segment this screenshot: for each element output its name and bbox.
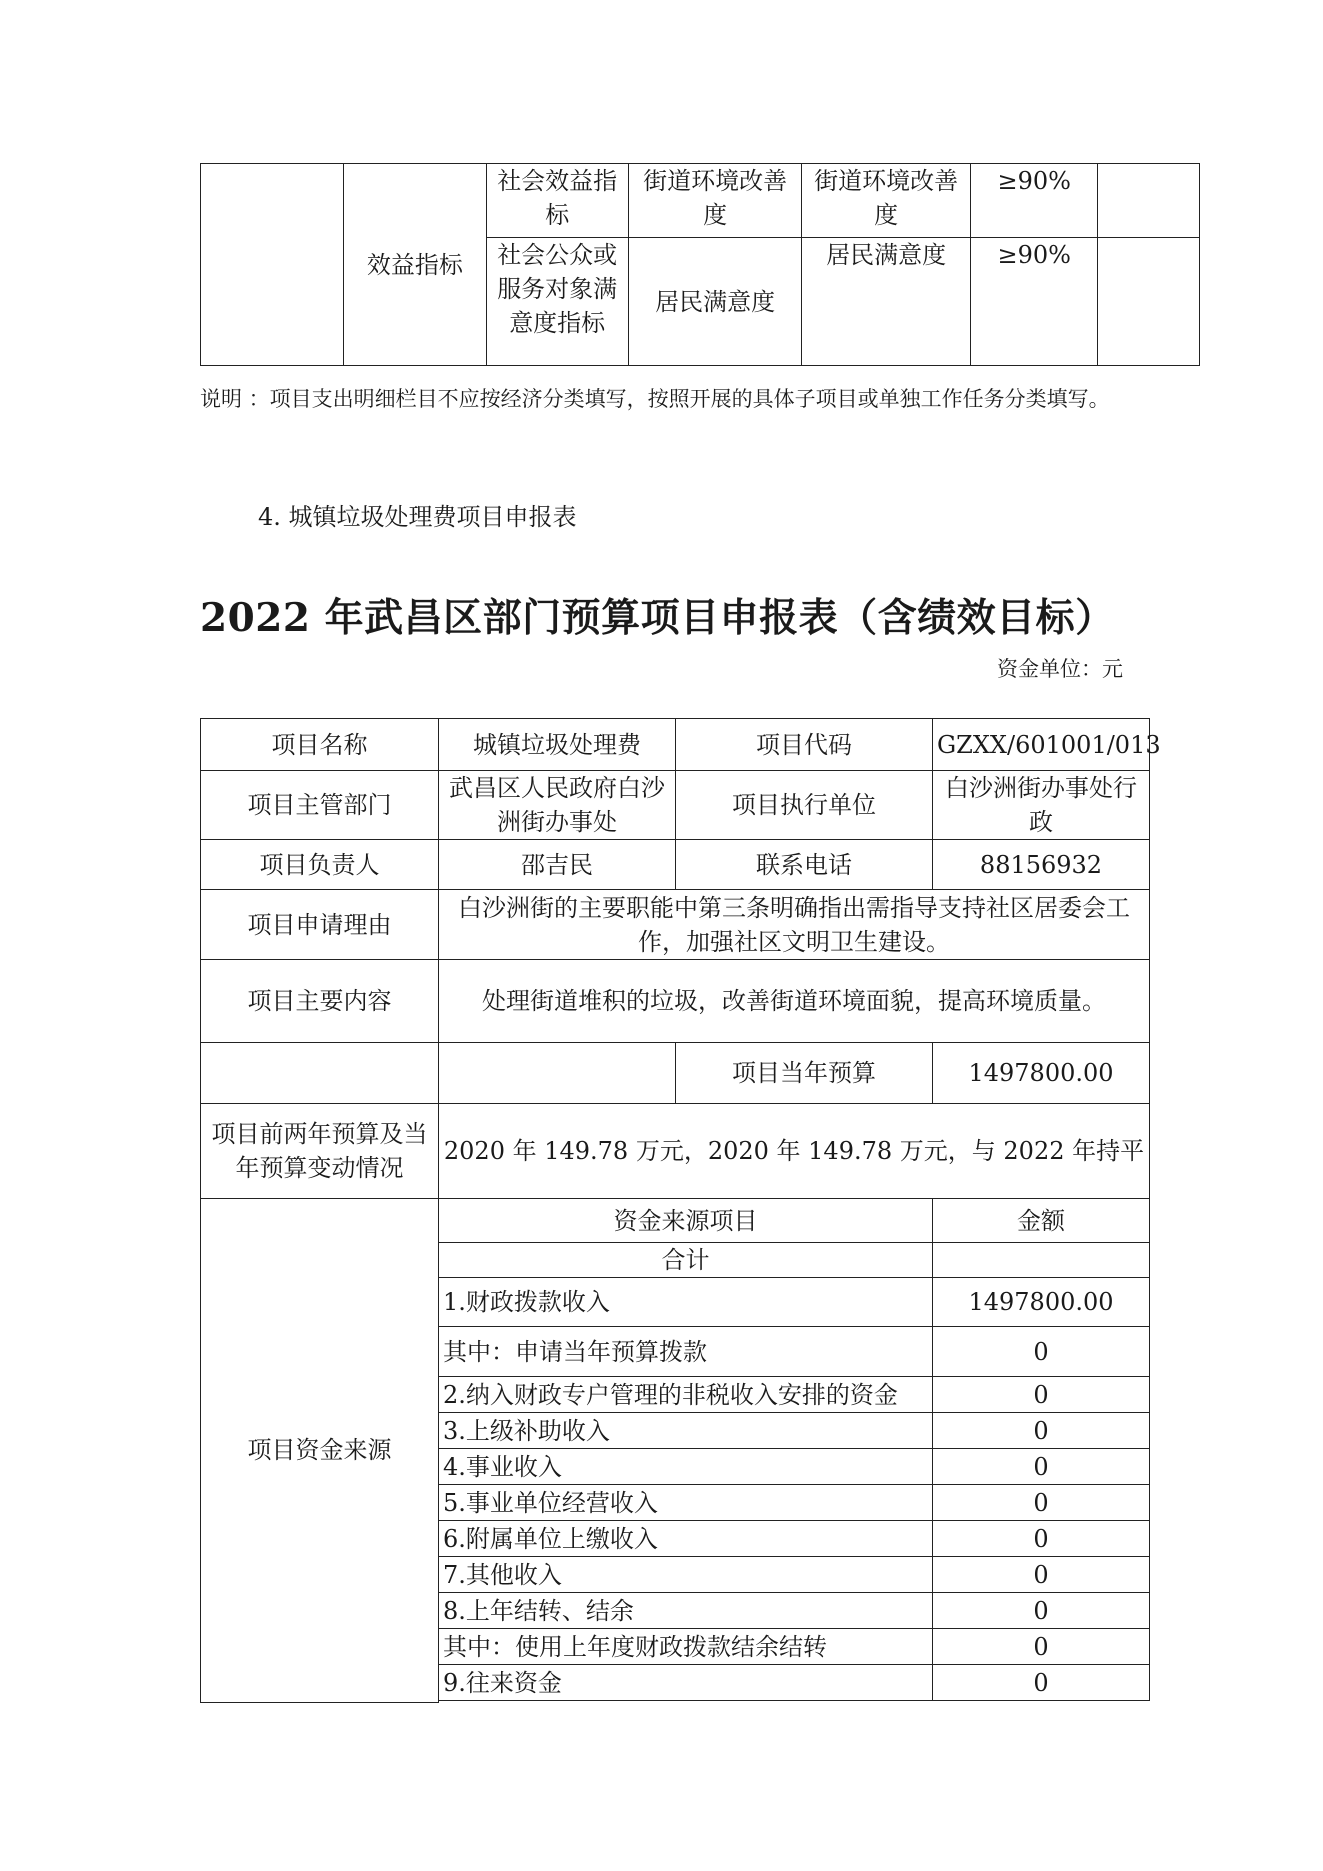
indicator-sub-social-benefit: 社会效益指标 (486, 164, 628, 238)
budget-value: 1497800.00 (933, 1043, 1150, 1104)
indicator-value: ≥90% (970, 238, 1098, 366)
indicator-note (1098, 238, 1200, 366)
budget-change-value: 2020 年 149.78 万元，2020 年 149.78 万元，与 2022 年持平 (439, 1104, 1150, 1199)
project-application-form (200, 718, 1161, 1703)
dept-value: 武昌区人民政府白沙洲街办事处 (439, 771, 676, 840)
unit-label: 资金单位：元 (997, 657, 1123, 681)
indicator-value: ≥90% (970, 164, 1098, 238)
fund-source-amount: 0 (933, 1413, 1150, 1449)
budget-change-label: 项目前两年预算及当年预算变动情况 (201, 1104, 439, 1199)
budget-label: 项目当年预算 (676, 1043, 933, 1104)
fund-source-amount: 0 (933, 1521, 1150, 1557)
exec-unit-label: 项目执行单位 (676, 771, 933, 840)
fund-source-amount: 0 (933, 1327, 1150, 1377)
indicator-content: 街道环境改善度 (802, 164, 970, 238)
indicator-sub-satisfaction: 社会公众或服务对象满意度指标 (486, 238, 628, 366)
fund-source-item: 7.其他收入 (439, 1557, 933, 1593)
indicator-name: 街道环境改善度 (628, 164, 802, 238)
phone-value: 88156932 (933, 840, 1150, 890)
fund-source-item: 5.事业单位经营收入 (439, 1485, 933, 1521)
fund-source-item: 其中：申请当年预算拨款 (439, 1327, 933, 1377)
project-name-value: 城镇垃圾处理费 (439, 719, 676, 771)
content-label: 项目主要内容 (201, 960, 439, 1043)
exec-unit-value: 白沙洲街办事处行政 (933, 771, 1150, 840)
fund-source-amount: 0 (933, 1557, 1150, 1593)
fund-source-item: 8.上年结转、结余 (439, 1593, 933, 1629)
fund-source-amount: 1497800.00 (933, 1278, 1150, 1327)
fund-source-item: 9.往来资金 (439, 1665, 933, 1701)
fund-source-item: 6.附属单位上缴收入 (439, 1521, 933, 1557)
leader-label: 项目负责人 (201, 840, 439, 890)
project-code-value: GZXX/601001/013 (933, 719, 1150, 771)
fund-source-amount: 0 (933, 1377, 1150, 1413)
spacer (439, 1701, 1150, 1703)
fund-source-amount: 0 (933, 1593, 1150, 1629)
reason-value: 白沙洲街的主要职能中第三条明确指出需指导支持社区居委会工作，加强社区文明卫生建设。 (439, 890, 1150, 960)
fund-source-item: 2.纳入财政专户管理的非税收入安排的资金 (439, 1377, 933, 1413)
indicator-name: 居民满意度 (628, 238, 802, 366)
fund-source-item: 1.财政拨款收入 (439, 1278, 933, 1327)
blank-cell (201, 164, 344, 366)
content-value: 处理街道堆积的垃圾，改善街道环境面貌，提高环境质量。 (439, 960, 1150, 1043)
indicator-note (1098, 164, 1200, 238)
fund-source-header: 资金来源项目 (439, 1199, 933, 1243)
reason-label: 项目申请理由 (201, 890, 439, 960)
fund-source-amount: 0 (933, 1629, 1150, 1665)
performance-indicator-table (200, 163, 1200, 366)
section-heading: 4. 城镇垃圾处理费项目申报表 (258, 503, 577, 531)
page-title: 2022 年武昌区部门预算项目申报表（含绩效目标） (200, 595, 1115, 641)
fund-source-item: 其中：使用上年度财政拨款结余结转 (439, 1629, 933, 1665)
fund-source-amount: 0 (933, 1485, 1150, 1521)
total-amount (933, 1243, 1150, 1278)
project-code-label: 项目代码 (676, 719, 933, 771)
dept-label: 项目主管部门 (201, 771, 439, 840)
fund-source-item: 3.上级补助收入 (439, 1413, 933, 1449)
total-label: 合计 (439, 1243, 933, 1278)
phone-label: 联系电话 (676, 840, 933, 890)
fund-source-item: 4.事业收入 (439, 1449, 933, 1485)
table-note: 说明 ：项目支出明细栏目不应按经济分类填写，按照开展的具体子项目或单独工作任务分类填写。 (200, 387, 1110, 411)
fund-source-label: 项目资金来源 (201, 1199, 439, 1703)
indicator-content: 居民满意度 (802, 238, 970, 366)
blank-cell (201, 1043, 439, 1104)
project-name-label: 项目名称 (201, 719, 439, 771)
indicator-category: 效益指标 (344, 164, 486, 366)
fund-source-amount: 0 (933, 1449, 1150, 1485)
blank-cell (439, 1043, 676, 1104)
fund-source-amount: 0 (933, 1665, 1150, 1701)
leader-value: 邵吉民 (439, 840, 676, 890)
amount-header: 金额 (933, 1199, 1150, 1243)
